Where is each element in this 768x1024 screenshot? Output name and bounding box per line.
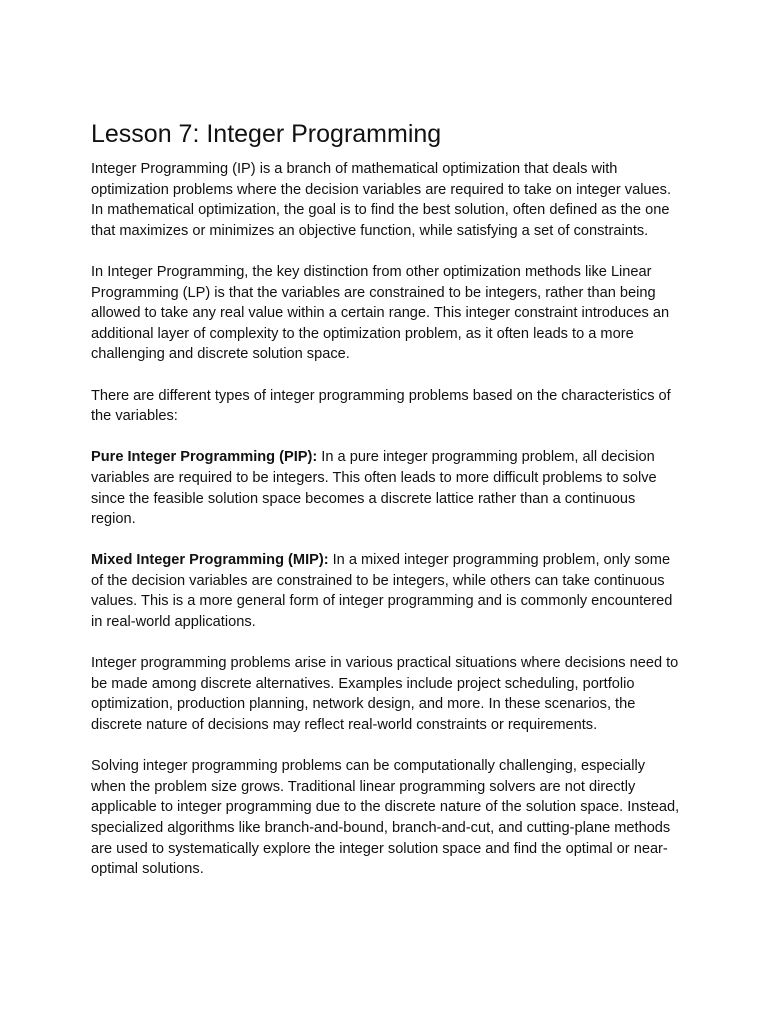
paragraph-text: There are different types of integer programming problems based on the characteristics of the variables: — [91, 387, 671, 425]
paragraph-text: In a mixed integer programming problem, only some of the decision variables are constrained to be integers, while others can take continuous values. This is a more general form of integer programming and is commonly encountered in real-world applications. — [91, 552, 673, 631]
paragraph-text: Solving integer programming problems can be computationally challenging, especially when the problem size grows. Traditional linear programming solvers are not directly applicable to integer programming due to the discrete nature of the solution space. Instead, specialized algorithms like branch-and-bound, branch-and-cut, and cutting-plane methods are used to systematically explore the integer solution space and find the optimal or near-optimal solutions. — [91, 758, 680, 878]
paragraph-text: Integer Programming (IP) is a branch of mathematical optimization that deals with optimization problems where the decision variables are required to take on integer values. In mathematical optimization, the goal is to find the best solution, often defined as the one that maximizes or minimizes an objective function, while satisfying a set of constraints. — [91, 161, 672, 239]
solving-paragraph — [91, 756, 681, 880]
page-title: Lesson 7: Integer Programming — [91, 120, 442, 148]
mip-term: Mixed Integer Programming (MIP): — [91, 552, 329, 569]
pip-term: Pure Integer Programming (PIP): — [91, 449, 318, 466]
intro-paragraph — [91, 159, 681, 241]
pip-paragraph — [91, 447, 681, 529]
mip-paragraph — [91, 550, 681, 632]
applications-paragraph — [91, 653, 681, 735]
distinction-paragraph — [91, 262, 681, 365]
paragraph-text: In a pure integer programming problem, all decision variables are required to be integers. This often leads to more difficult problems to solve since the feasible solution space becomes a discrete lattice rather than a continuous region. — [91, 449, 657, 528]
paragraph-text: Integer programming problems arise in various practical situations where decisions need to be made among discrete alternatives. Examples include project scheduling, portfolio optimization, production planning, network design, and more. In these scenarios, the discrete nature of decisions may reflect real-world constraints or requirements. — [91, 655, 679, 734]
document-page — [91, 118, 681, 900]
types-intro-paragraph — [91, 386, 681, 427]
paragraph-text: In Integer Programming, the key distinction from other optimization methods like Linear Programming (LP) is that the variables are constrained to be integers, rather than being allowed to take any real value within a certain range. This integer constraint introduces an additional layer of complexity to the optimization problem, as it often leads to a more challenging and discrete solution space. — [91, 263, 670, 363]
